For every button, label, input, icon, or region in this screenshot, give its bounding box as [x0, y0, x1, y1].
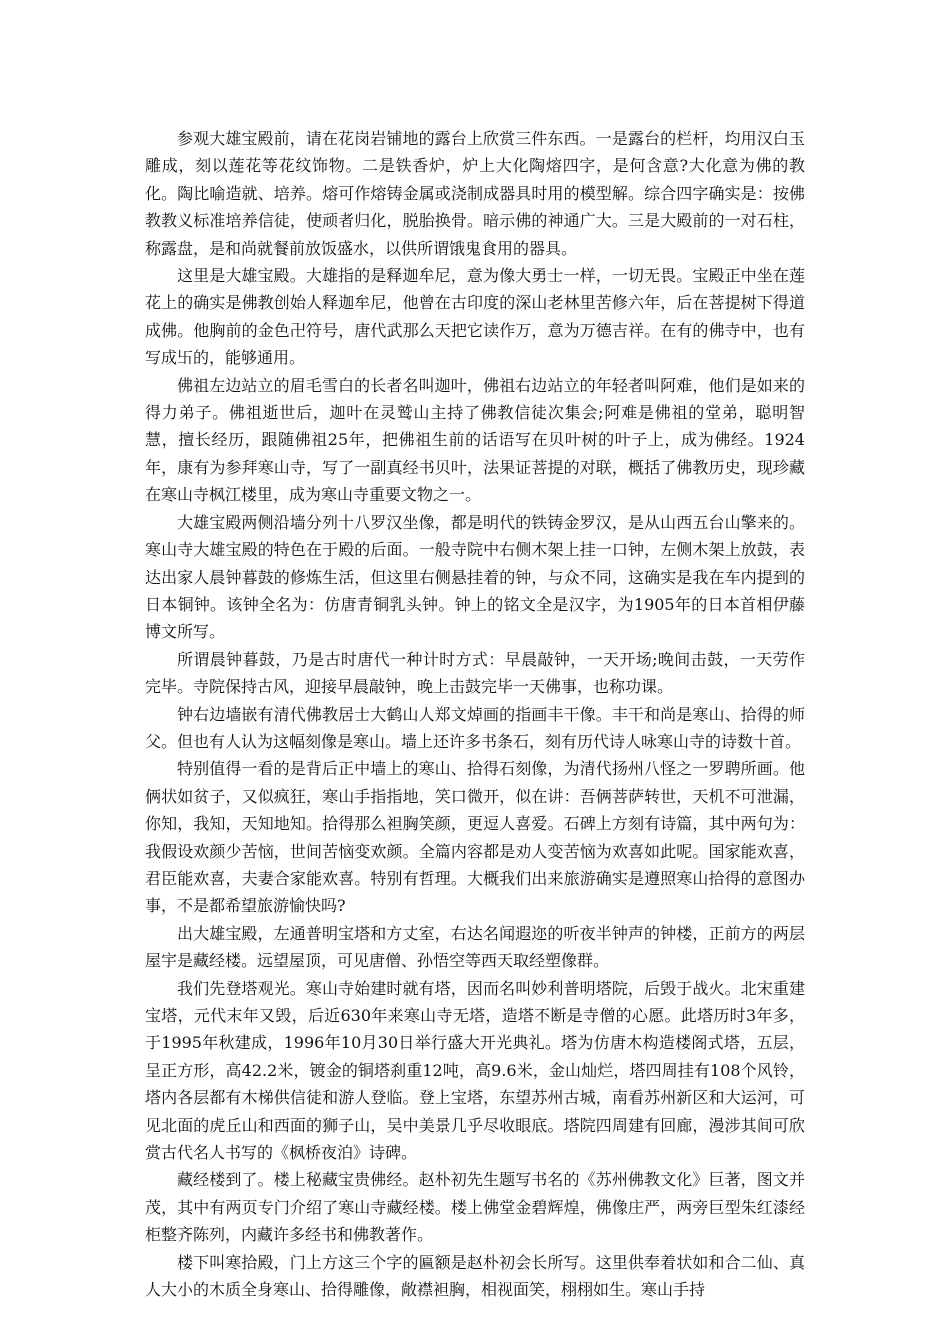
paragraph-6: 钟右边墙嵌有清代佛教居士大鹤山人郑文焯画的指画丰干像。丰干和尚是寒山、拾得的师父。但也有人认为这幅刻像是寒山。墙上还许多书条石，刻有历代诗人咏寒山寺的诗数十首。 [145, 704, 805, 751]
paragraph-7: 特别值得一看的是背后正中墙上的寒山、拾得石刻像，为清代扬州八怪之一罗聘所画。他俩状如贫子，又似疯狂，寒山手指指地，笑口微开，似在讲：吾俩菩萨转世，天机不可泄漏，你知，我知，天知地知。拾得那么袒胸笑颜，更逗人喜爱。石碑上方刻有诗篇，其中两句为：我假设欢颜少苦恼，世间苦恼变欢颜。全篇内容都是劝人变苦恼为欢喜如此呢。国家能欢喜，君臣能欢喜，夫妻合家能欢喜。特别有哲理。大概我们出来旅游确实是遵照寒山拾得的意图办事，不是都希望旅游愉快吗? [145, 759, 805, 916]
paragraph-1: 参观大雄宝殿前，请在花岗岩铺地的露台上欣赏三件东西。一是露台的栏杆，均用汉白玉雕成，刻以莲花等花纹饰物。二是铁香炉，炉上大化陶熔四字，是何含意?大化意为佛的教化。陶比喻造就、培养。熔可作熔铸金属或浇制成器具时用的模型解。综合四字确实是：按佛教教义标准培养信徒，使顽者归化，脱胎换骨。暗示佛的神通广大。三是大殿前的一对石柱，称露盘，是和尚就餐前放饭盛水，以供所谓饿鬼食用的器具。 [145, 129, 805, 258]
paragraph-5: 所谓晨钟暮鼓，乃是古时唐代一种计时方式：早晨敲钟，一天开场;晚间击鼓，一天劳作完毕。寺院保持古风，迎接早晨敲钟，晚上击鼓完毕一天佛事，也称功课。 [145, 649, 805, 697]
paragraph-11: 楼下叫寒拾殿，门上方这三个字的匾额是赵朴初会长所写。这里供奉着状如和合二仙、真人大小的木质全身寒山、拾得雕像，敞襟袒胸，相视面笑，栩栩如生。寒山手持 [145, 1252, 805, 1300]
paragraph-4: 大雄宝殿两侧沿墙分列十八罗汉坐像，都是明代的铁铸金罗汉，是从山西五台山擎来的。寒山寺大雄宝殿的特色在于殿的后面。一般寺院中右侧木架上挂一口钟，左侧木架上放鼓，表达出家人晨钟暮鼓的修炼生活，但这里右侧悬挂着的钟，与众不同，这确实是我在车内提到的日本铜钟。该钟全名为：仿唐青铜乳头钟。钟上的铭文全是汉字，为1905年的日本首相伊藤博文所写。 [145, 512, 805, 642]
paragraph-8: 出大雄宝殿，左通普明宝塔和方丈室，右达名闻遐迩的听夜半钟声的钟楼，正前方的两层屋宇是藏经楼。远望屋顶，可见唐僧、孙悟空等西天取经塑像群。 [145, 923, 805, 971]
paragraph-2: 这里是大雄宝殿。大雄指的是释迦牟尼，意为像大勇士一样，一切无畏。宝殿正中坐在莲花上的确实是佛教创始人释迦牟尼，他曾在古印度的深山老林里苦修六年，后在菩提树下得道成佛。他胸前的金色卍符号，唐代武那么天把它读作万，意为万德吉祥。在有的佛寺中，也有写成卐的，能够通用。 [145, 266, 805, 368]
paragraph-10: 藏经楼到了。楼上秘藏宝贵佛经。赵朴初先生题写书名的《苏州佛教文化》巨著，图文并茂，其中有两页专门介绍了寒山寺藏经楼。楼上佛堂金碧辉煌，佛像庄严，两旁巨型朱红漆经柜整齐陈列，内藏许多经书和佛教著作。 [145, 1170, 805, 1245]
paragraph-3: 佛祖左边站立的眉毛雪白的长者名叫迦叶，佛祖右边站立的年轻者叫阿难，他们是如来的得力弟子。佛祖逝世后，迦叶在灵鹫山主持了佛教信徒次集会;阿难是佛祖的堂弟，聪明智慧，擅长经历，跟随佛祖25年，把佛祖生前的话语写在贝叶树的叶子上，成为佛经。1924年，康有为参拜寒山寺，写了一副真经书贝叶，法果证菩提的对联，概括了佛教历史，现珍藏在寒山寺枫江楼里，成为寒山寺重要文物之一。 [145, 375, 805, 505]
paragraph-9: 我们先登塔观光。寒山寺始建时就有塔，因而名叫妙利普明塔院，后毁于战火。北宋重建宝塔，元代末年又毁，后近630年来寒山寺无塔，造塔不断是寺僧的心愿。此塔历时3年多，于1995年秋建成，1996年10月30日举行盛大开光典礼。塔为仿唐木构造楼阁式塔，五层，呈正方形，高42.2米，镀金的铜塔刹重12吨，高9.6米，金山灿烂，塔四周挂有108个风铃，塔内各层都有木梯供信徒和游人登临。登上宝塔，东望苏州古城，南看苏州新区和大运河，可见北面的虎丘山和西面的狮子山，吴中美景几乎尽收眼底。塔院四周建有回廊，漫涉其间可欣赏古代名人书写的《枫桥夜泊》诗碑。 [145, 978, 805, 1163]
document-body [145, 125, 805, 1303]
